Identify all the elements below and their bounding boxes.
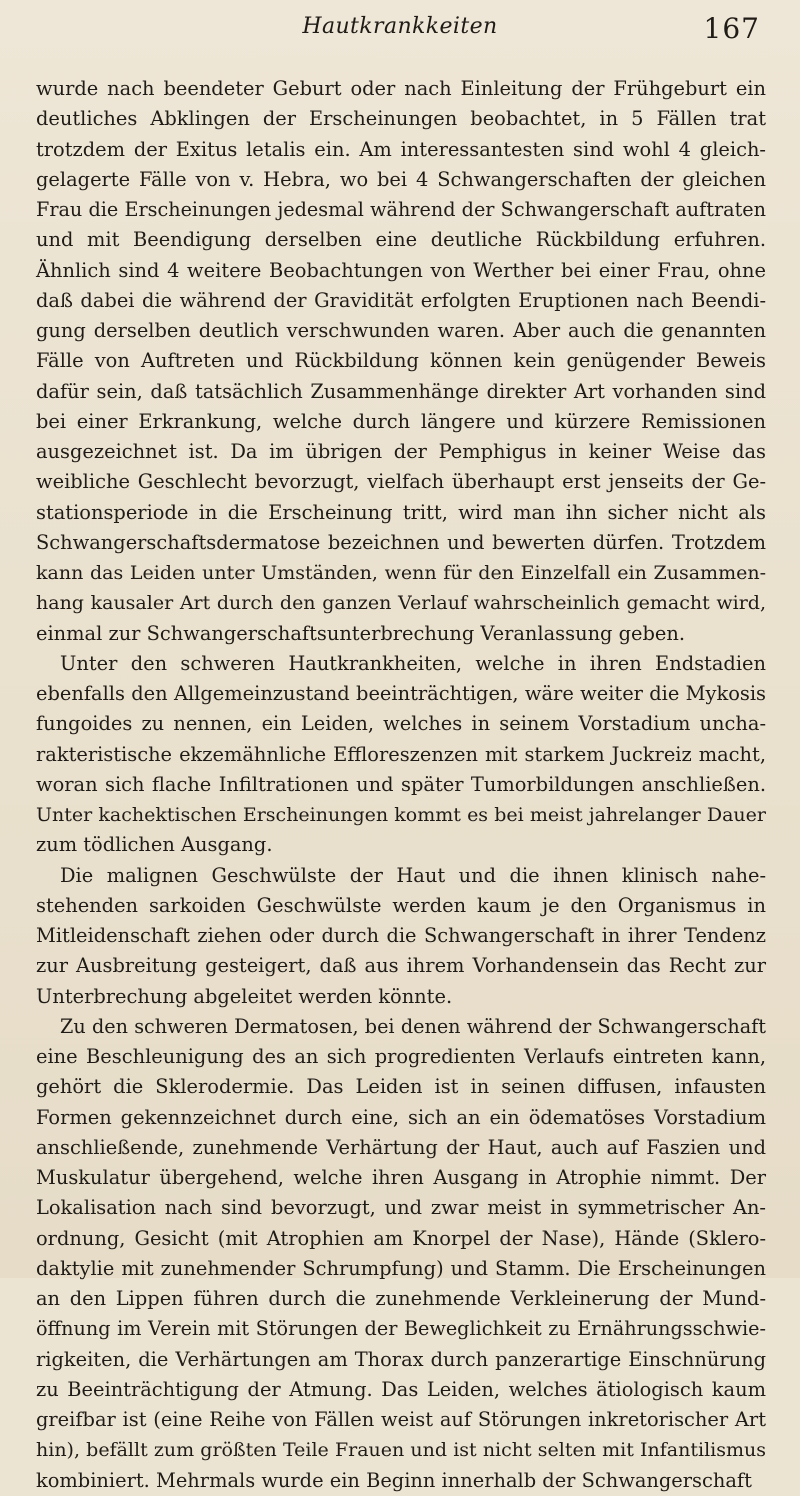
text-line: bei einer Erkrankung, welche durch längere und kürzere Remissionen: [36, 409, 766, 433]
text-line: stationsperiode in die Erscheinung tritt, wird man ihn sicher nicht als: [36, 500, 766, 524]
page-number: 167: [703, 12, 760, 45]
text-line: hin), befällt zum größten Teile Frauen und ist nicht selten mit Infantilismus: [36, 1439, 766, 1462]
text-line: Schwangerschaftsdermatose bezeichnen und bewerten dürfen. Trotzdem: [36, 530, 766, 554]
text-line: trotzdem der Exitus letalis ein. Am interessantesten sind wohl 4 gleich-: [36, 137, 766, 161]
text-line: anschließende, zunehmende Verhärtung der Haut, auch auf Faszien und: [36, 1135, 766, 1159]
text-line: gung derselben deutlich verschwunden waren. Aber auch die genannten: [36, 319, 766, 342]
text-line: kann das Leiden unter Umständen, wenn für den Einzelfall ein Zusammen-: [36, 562, 766, 584]
paragraph: [36, 649, 766, 861]
text-line: öffnung im Verein mit Störungen der Beweglichkeit zu Ernährungsschwie-: [36, 1317, 766, 1341]
text-line: woran sich flache Infiltrationen und später Tumorbildungen anschließen.: [36, 772, 766, 796]
page-header: [36, 14, 764, 54]
text-line: ordnung, Gesicht (mit Atrophien am Knorpel der Nase), Hände (Sklero-: [36, 1226, 766, 1250]
body-text: [36, 74, 766, 1492]
text-line: zu Beeinträchtigung der Atmung. Das Leiden, welches ätiologisch kaum: [36, 1377, 766, 1401]
text-line: gelagerte Fälle von v. Hebra, wo bei 4 Schwangerschaften der gleichen: [36, 167, 766, 191]
text-line: Muskulatur übergehend, welche ihren Ausgang in Atrophie nimmt. Der: [36, 1166, 766, 1189]
text-line: kombiniert. Mehrmals wurde ein Beginn innerhalb der Schwangerschaft: [36, 1468, 752, 1492]
text-line: eine Beschleunigung des an sich progredienten Verlaufs eintreten kann,: [36, 1045, 766, 1068]
text-line: fungoides zu nennen, ein Leiden, welches in seinem Vorstadium uncha-: [36, 712, 766, 736]
text-line: rakteristische ekzemähnliche Effloreszenzen mit starkem Juckreiz macht,: [36, 742, 766, 766]
text-line: ebenfalls den Allgemeinzustand beeinträchtigen, wäre weiter die Mykosis: [36, 682, 766, 705]
text-line: Die malignen Geschwülste der Haut und die ihnen klinisch nahe-: [60, 863, 766, 887]
text-line: stehenden sarkoiden Geschwülste werden kaum je den Organismus in: [36, 893, 766, 917]
text-line: Zu den schweren Dermatosen, bei denen während der Schwangerschaft: [60, 1014, 766, 1038]
text-line: weibliche Geschlecht bevorzugt, vielfach überhaupt erst jenseits der Ge-: [36, 470, 766, 494]
text-line: Unterbrechung abgeleitet werden könnte.: [36, 984, 453, 1008]
text-line: daß dabei die während der Gravidität erfolgten Eruptionen nach Beendi-: [36, 288, 766, 312]
text-line: einmal zur Schwangerschaftsunterbrechung Veranlassung geben.: [36, 621, 686, 645]
text-line: Unter den schweren Hautkrankheiten, welche in ihren Endstadien: [60, 651, 766, 675]
text-line: rigkeiten, die Verhärtungen am Thorax durch panzerartige Einschnürung: [36, 1347, 766, 1371]
text-line: daktylie mit zunehmender Schrumpfung) und Stamm. Die Erscheinungen: [36, 1256, 766, 1280]
text-line: zur Ausbreitung gesteigert, daß aus ihrem Vorhandensein das Recht zur: [36, 954, 766, 978]
text-line: Lokalisation nach sind bevorzugt, und zwar meist in symmetrischer An-: [36, 1196, 766, 1220]
text-line: gehört die Sklerodermie. Das Leiden ist in seinen diffusen, infausten: [36, 1075, 766, 1099]
text-line: dafür sein, daß tatsächlich Zusammenhänge direkter Art vorhanden sind: [36, 379, 766, 403]
text-line: greifbar ist (eine Reihe von Fällen weist auf Störungen inkretorischer Art: [36, 1408, 766, 1431]
text-line: Fälle von Auftreten und Rückbildung können kein genügender Beweis: [36, 349, 766, 373]
text-line: ausgezeichnet ist. Da im übrigen der Pemphigus in keiner Weise das: [36, 440, 766, 463]
text-line: Ähnlich sind 4 weitere Beobachtungen von Werther bei einer Frau, ohne: [36, 258, 766, 282]
text-line: hang kausaler Art durch den ganzen Verlauf wahrscheinlich gemacht wird,: [36, 592, 766, 615]
paragraph: [36, 861, 766, 1012]
text-line: Formen gekennzeichnet durch eine, sich an ein ödematöses Vorstadium: [36, 1105, 766, 1129]
paragraph: [36, 74, 766, 649]
text-line: deutliches Abklingen der Erscheinungen beobachtet, in 5 Fällen trat: [36, 107, 766, 131]
paragraph: [36, 1012, 766, 1496]
text-line: Mitleidenschaft ziehen oder durch die Schwangerschaft in ihrer Tendenz: [36, 924, 766, 947]
text-line: Unter kachektischen Erscheinungen kommt es bei meist jahrelanger Dauer: [36, 804, 766, 826]
text-line: zum tödlichen Ausgang.: [36, 833, 273, 857]
text-line: an den Lippen führen durch die zunehmende Verkleinerung der Mund-: [36, 1287, 766, 1310]
running-title: Hautkrankkeiten: [302, 14, 498, 39]
text-line: und mit Beendigung derselben eine deutliche Rückbildung erfuhren.: [36, 228, 766, 252]
text-line: Frau die Erscheinungen jedesmal während der Schwangerschaft auftraten: [36, 198, 766, 221]
text-line: wurde nach beendeter Geburt oder nach Einleitung der Frühgeburt ein: [36, 77, 766, 100]
